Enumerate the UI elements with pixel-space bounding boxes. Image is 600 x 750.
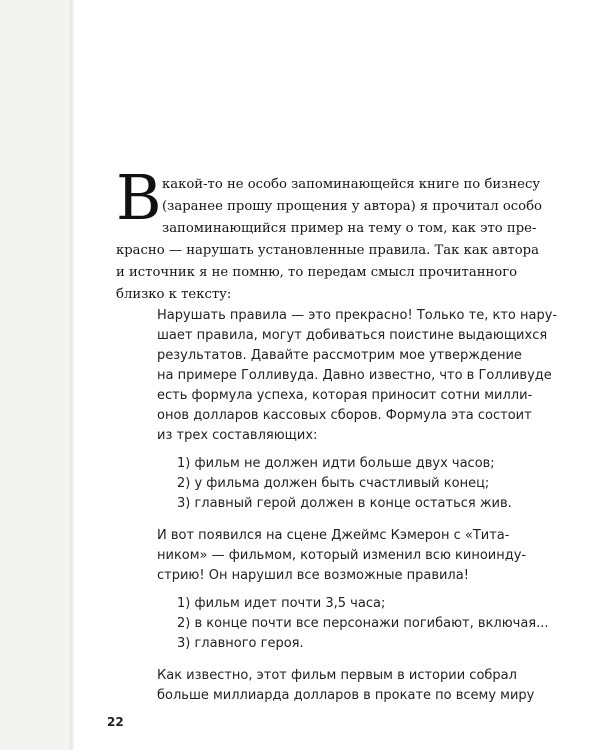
drop-cap: В [116,161,162,234]
quote-paragraph-3 [157,666,535,706]
page-number: 22 [107,715,124,729]
quote-block [157,306,558,706]
list-item: 1) фильм не должен идти больше двух часов; [177,456,495,471]
list-item: 3) главного героя. [177,636,304,651]
intro-line: (заранее прошу прощения у автора) я прочитал особо [162,199,542,214]
quote-list-1 [157,454,527,514]
quote-line: на примере Голливуда. Давно известно, что в Голливуде [157,368,552,383]
quote-line: Как известно, этот фильм первым в истории собрал [157,668,517,683]
quote-line: результатов. Давайте рассмотрим мое утверждение [157,348,522,363]
quote-line: ником» — фильмом, который изменил всю киноинду- [157,548,527,563]
quote-line: стрию! Он нарушил все возможные правила! [157,568,469,583]
list-item: 2) у фильма должен быть счастливый конец; [177,476,490,491]
quote-line: И вот появился на сцене Джеймс Кэмерон с «Тита- [157,528,510,543]
list-item: 3) главный герой должен в конце остаться жив. [177,496,512,511]
quote-line: онов долларов кассовых сборов. Формула эта состоит [157,408,532,423]
quote-line: больше миллиарда долларов в прокате по всему миру [157,688,535,703]
quote-paragraph-2 [157,526,527,586]
intro-paragraph [116,174,542,306]
intro-line: запоминающийся пример на тему о том, как это пре- [162,221,537,236]
intro-line: какой-то не особо запоминающейся книге по бизнесу [162,177,541,192]
intro-line: близко к тексту: [116,287,232,302]
list-item: 2) в конце почти все персонажи погибают, включая... [177,616,549,631]
quote-line: есть формула успеха, которая приносит сотни милли- [157,388,533,403]
intro-line: и источник я не помню, то передам смысл прочитанного [116,265,518,280]
quote-line: шает правила, могут добиваться поистине выдающихся [157,328,548,343]
quote-paragraph-1 [157,306,558,446]
list-item: 1) фильм идет почти 3,5 часа; [177,596,386,611]
quote-line: из трех составляющих: [157,428,318,443]
intro-line: красно — нарушать установленные правила. Так как автора [116,243,539,258]
quote-list-2 [157,594,549,654]
quote-line: Нарушать правила — это прекрасно! Только те, кто нару- [157,308,558,323]
